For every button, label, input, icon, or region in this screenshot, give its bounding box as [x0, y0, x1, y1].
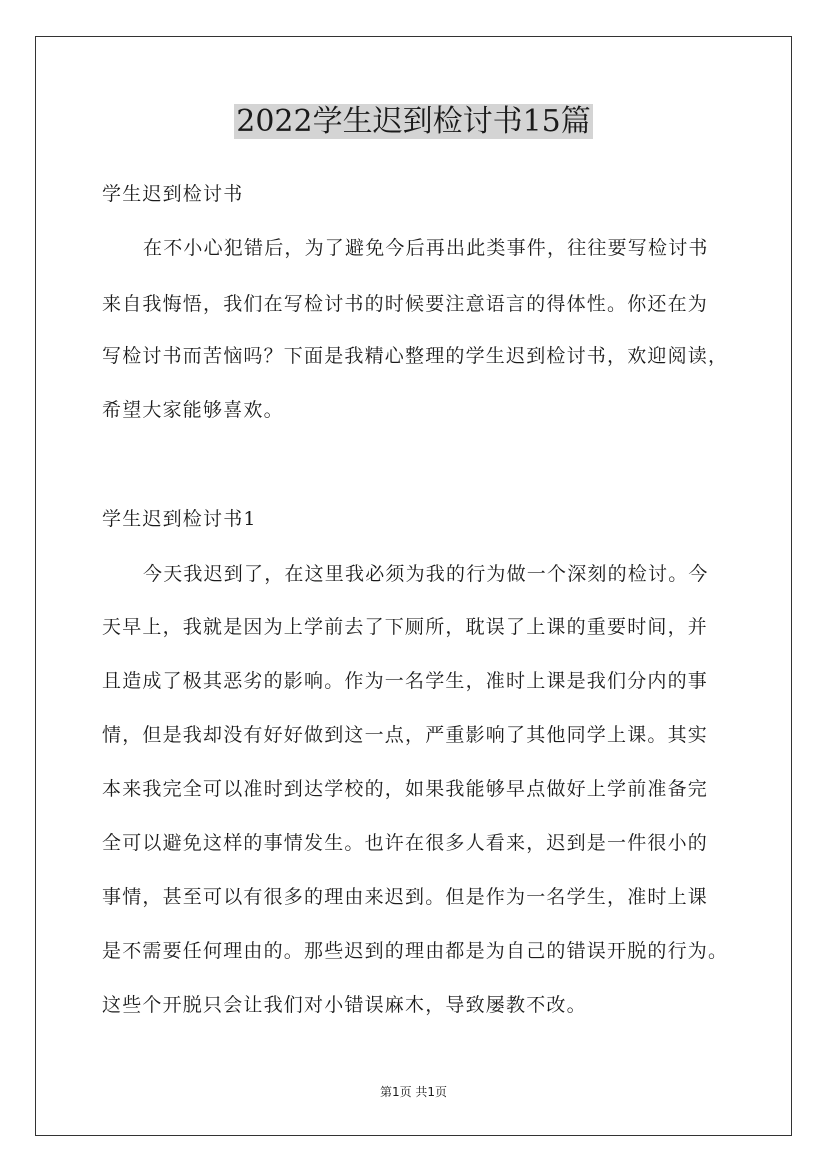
intro-line-1: 在不小心犯错后，为了避免今后再出此类事件，往往要写检讨书 [143, 237, 709, 259]
section1-line-8: 是不需要任何理由的。那些迟到的理由都是为自己的错误开脱的行为。 [102, 940, 729, 962]
section1-heading: 学生迟到检讨书1 [102, 508, 257, 530]
section1-line-5: 本来我完全可以准时到达学校的，如果我能够早点做好上学前准备完 [102, 778, 709, 800]
section1-line-2: 天早上，我就是因为上学前去了下厕所，耽误了上课的重要时间，并 [102, 616, 709, 638]
intro-heading: 学生迟到检讨书 [102, 183, 244, 205]
section1-line-4: 情，但是我却没有好好做到这一点，严重影响了其他同学上课。其实 [102, 724, 709, 746]
section1-line-3: 且造成了极其恶劣的影响。作为一名学生，准时上课是我们分内的事 [102, 670, 709, 692]
intro-line-2: 来自我悔悟，我们在写检讨书的时候要注意语言的得体性。你还在为 [102, 293, 709, 315]
intro-line-3: 写检讨书而苦恼吗？下面是我精心整理的学生迟到检讨书，欢迎阅读， [102, 345, 729, 367]
section1-line-6: 全可以避免这样的事情发生。也许在很多人看来，迟到是一件很小的 [102, 832, 709, 854]
document-title-text: 2022学生迟到检讨书15篇 [236, 104, 591, 139]
page-footer: 第1页 共1页 [379, 1085, 448, 1099]
section1-line-7: 事情，甚至可以有很多的理由来迟到。但是作为一名学生，准时上课 [102, 886, 709, 908]
section1-line-9: 这些个开脱只会让我们对小错误麻木，导致屡教不改。 [102, 994, 587, 1016]
intro-line-4: 希望大家能够喜欢。 [102, 399, 284, 421]
section1-line-1: 今天我迟到了，在这里我必须为我的行为做一个深刻的检讨。今 [143, 563, 709, 585]
document-title [0, 100, 827, 144]
